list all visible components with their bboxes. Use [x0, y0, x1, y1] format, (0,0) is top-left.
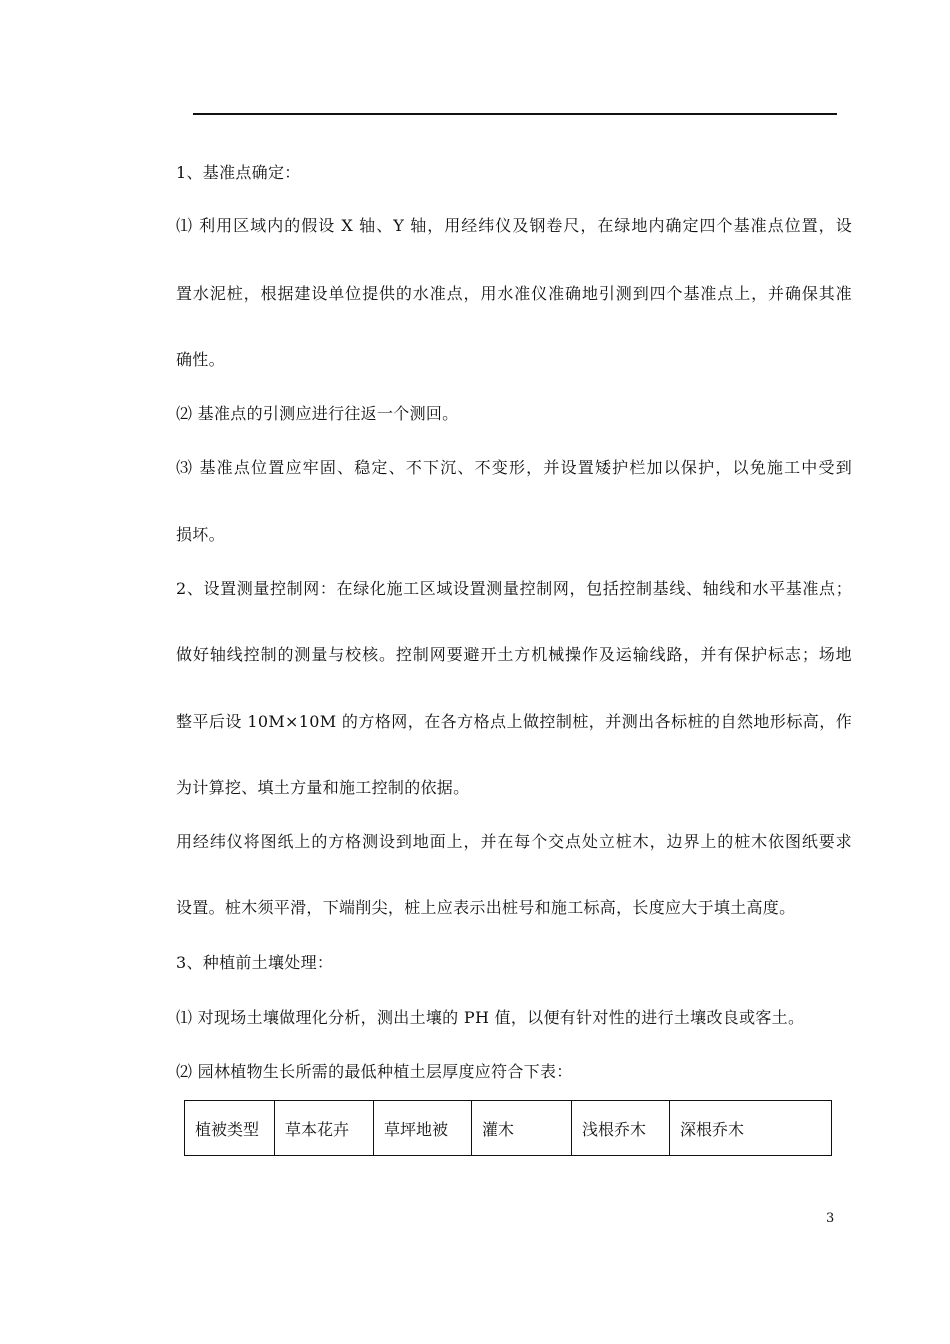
table-cell: 草本花卉 [275, 1101, 374, 1156]
table-cell: 草坪地被 [374, 1101, 472, 1156]
header-rule [193, 113, 837, 115]
paragraph-line: 设置。桩木须平滑，下端削尖，桩上应表示出桩号和施工标高，长度应大于填土高度。 [176, 898, 796, 917]
soil-thickness-table [184, 1100, 832, 1156]
paragraph-line: 损坏。 [176, 525, 225, 544]
table-cell: 灌木 [472, 1101, 572, 1156]
heading-3: 3、种植前土壤处理： [176, 953, 334, 972]
paragraph-line: ⑶ 基准点位置应牢固、稳定、不下沉、不变形，并设置矮护栏加以保护，以免施工中受到 [176, 458, 852, 477]
paragraph-line: ⑵ 园林植物生长所需的最低种植土层厚度应符合下表： [176, 1062, 573, 1081]
paragraph-line: 置水泥桩，根据建设单位提供的水准点，用水准仪准确地引测到四个基准点上，并确保其准 [176, 284, 852, 303]
paragraph-line: 确性。 [176, 350, 225, 369]
paragraph-line: 为计算挖、填土方量和施工控制的依据。 [176, 778, 470, 797]
paragraph-line: 做好轴线控制的测量与校核。控制网要避开土方机械操作及运输线路，并有保护标志；场地 [176, 645, 852, 664]
paragraph-line: ⑵ 基准点的引测应进行往返一个测回。 [176, 404, 459, 423]
heading-2: 2、设置测量控制网：在绿化施工区域设置测量控制网，包括控制基线、轴线和水平基准点； [176, 579, 852, 598]
paragraph-line: ⑴ 利用区域内的假设 X 轴、Y 轴，用经纬仪及钢卷尺，在绿地内确定四个基准点位置，设 [176, 216, 852, 235]
paragraph-line: ⑴ 对现场土壤做理化分析，测出土壤的 PH 值，以便有针对性的进行土壤改良或客土。 [176, 1008, 805, 1027]
table-header-row [185, 1101, 832, 1156]
table-cell: 深根乔木 [670, 1101, 832, 1156]
heading-1: 1、基准点确定： [176, 163, 301, 182]
page-number: 3 [826, 1211, 835, 1226]
paragraph-line: 整平后设 10M×10M 的方格网，在各方格点上做控制桩，并测出各标桩的自然地形标高，作 [176, 712, 852, 731]
paragraph-line: 用经纬仪将图纸上的方格测设到地面上，并在每个交点处立桩木，边界上的桩木依图纸要求 [176, 832, 852, 851]
table-cell: 植被类型 [185, 1101, 275, 1156]
table-cell: 浅根乔木 [572, 1101, 670, 1156]
